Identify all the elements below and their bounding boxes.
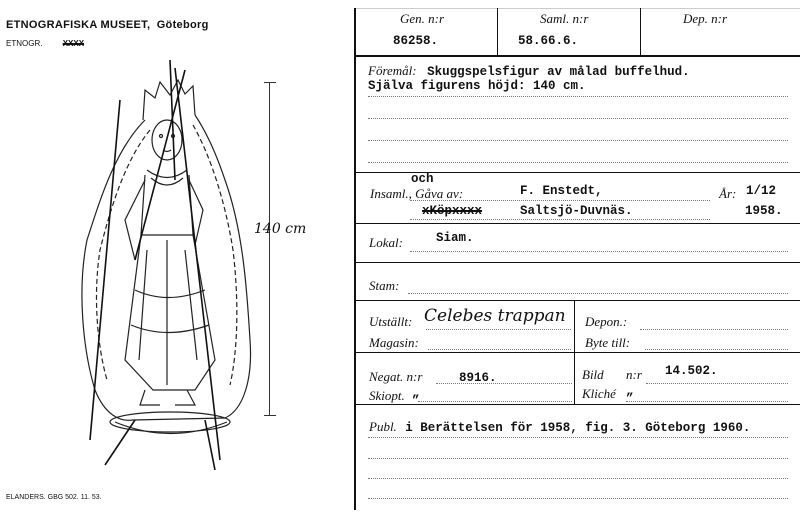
dotted-line [646,383,788,384]
measure-label: 140 cm [254,221,307,237]
negat-rule [356,404,800,405]
dotted-line [368,140,788,141]
museum-heading [6,19,209,31]
bild-label: Bild [582,367,604,382]
dotted-line [368,118,788,119]
skiopt-value: „ [412,386,420,400]
och-text: och [411,172,434,186]
negat-divider [574,352,575,404]
dotted-line [410,200,710,201]
dotted-line [368,458,788,459]
stam-rule [356,300,800,301]
lokal-value: Siam. [436,231,474,245]
dotted-line [408,293,788,294]
saml-label: Saml. n:r [540,11,589,26]
printer-mark: ELANDERS. GBG 502. 11. 53. [6,494,102,501]
dotted-line [626,401,788,402]
utstallt-value: Celebes trappan [424,306,566,326]
publ-label: Publ. [369,419,397,434]
insaml-rule [356,223,800,224]
gen-label: Gen. n:r [400,11,445,26]
dotted-line [436,383,572,384]
utstallt-rule [356,352,800,353]
gen-value: 86258. [393,34,439,48]
card-top-edge [356,8,800,9]
foremal-row [368,62,690,80]
lokal-rule [356,262,800,263]
struck-word: xKöpxxxx [422,204,483,218]
shadow-puppet-figure-drawing [75,60,275,470]
kliche-value: „ [626,384,634,398]
dept-line [6,39,84,48]
dotted-line [368,498,788,499]
byte-label: Byte till: [585,335,631,350]
utstallt-divider [574,300,575,352]
ar-value-1: 1/12 [746,184,777,198]
negat-value: 8916. [459,371,497,385]
magasin-label: Magasin: [369,335,419,350]
dept-label: ETNOGR. [6,39,43,48]
bild-value: 14.502. [665,364,718,378]
dotted-line [368,162,788,163]
dotted-line [368,478,788,479]
ar-value-2: 1958. [745,204,783,218]
ar-label: År: [719,186,737,201]
insaml-name: F. Enstedt, [520,184,603,198]
lokal-label: Lokal: [369,235,403,250]
header-rule [356,55,800,57]
card-left-border [354,8,356,510]
kliche-label: Kliché [582,386,616,401]
negat-label: Negat. n:r [369,369,423,384]
measure-bottom-tick [264,415,276,416]
dotted-line [368,96,788,97]
header-divider-2 [640,8,641,55]
header-divider-1 [497,8,498,55]
foremal-line-2: Själva figurens höjd: 140 cm. [368,79,586,93]
museum-city: Göteborg [156,19,209,31]
measure-line [269,82,270,415]
measure-top-tick [264,82,276,83]
skiopt-label: Skiopt. [369,388,405,403]
dotted-line [410,219,710,220]
museum-name: ETNOGRAFISKA MUSEET, [6,19,151,31]
foremal-line-1: Skuggspelsfigur av målad buffelhud. [427,65,690,79]
dotted-line [640,329,788,330]
depon-label: Depon.: [585,314,628,329]
dotted-line [418,401,572,402]
insaml-place: Saltsjö-Duvnäs. [520,204,633,218]
dept-struck-text: XXXX [62,39,85,48]
publ-value: i Berättelsen för 1958, fig. 3. Göteborg 1960. [405,421,751,435]
utstallt-label: Utställt: [369,314,413,329]
dotted-line [410,251,788,252]
dotted-line [368,437,788,438]
dep-label: Dep. n:r [683,11,728,26]
saml-value: 58.66.6. [518,34,579,48]
publ-row [369,418,750,436]
dotted-line [426,329,571,330]
insaml-label: Insaml., Gåva av: [370,186,464,201]
stam-label: Stam: [369,278,400,293]
dotted-line [645,349,788,350]
foremal-label: Föremål: [368,63,417,78]
dotted-line [428,349,571,350]
bild-nr-label: n:r [626,367,642,382]
